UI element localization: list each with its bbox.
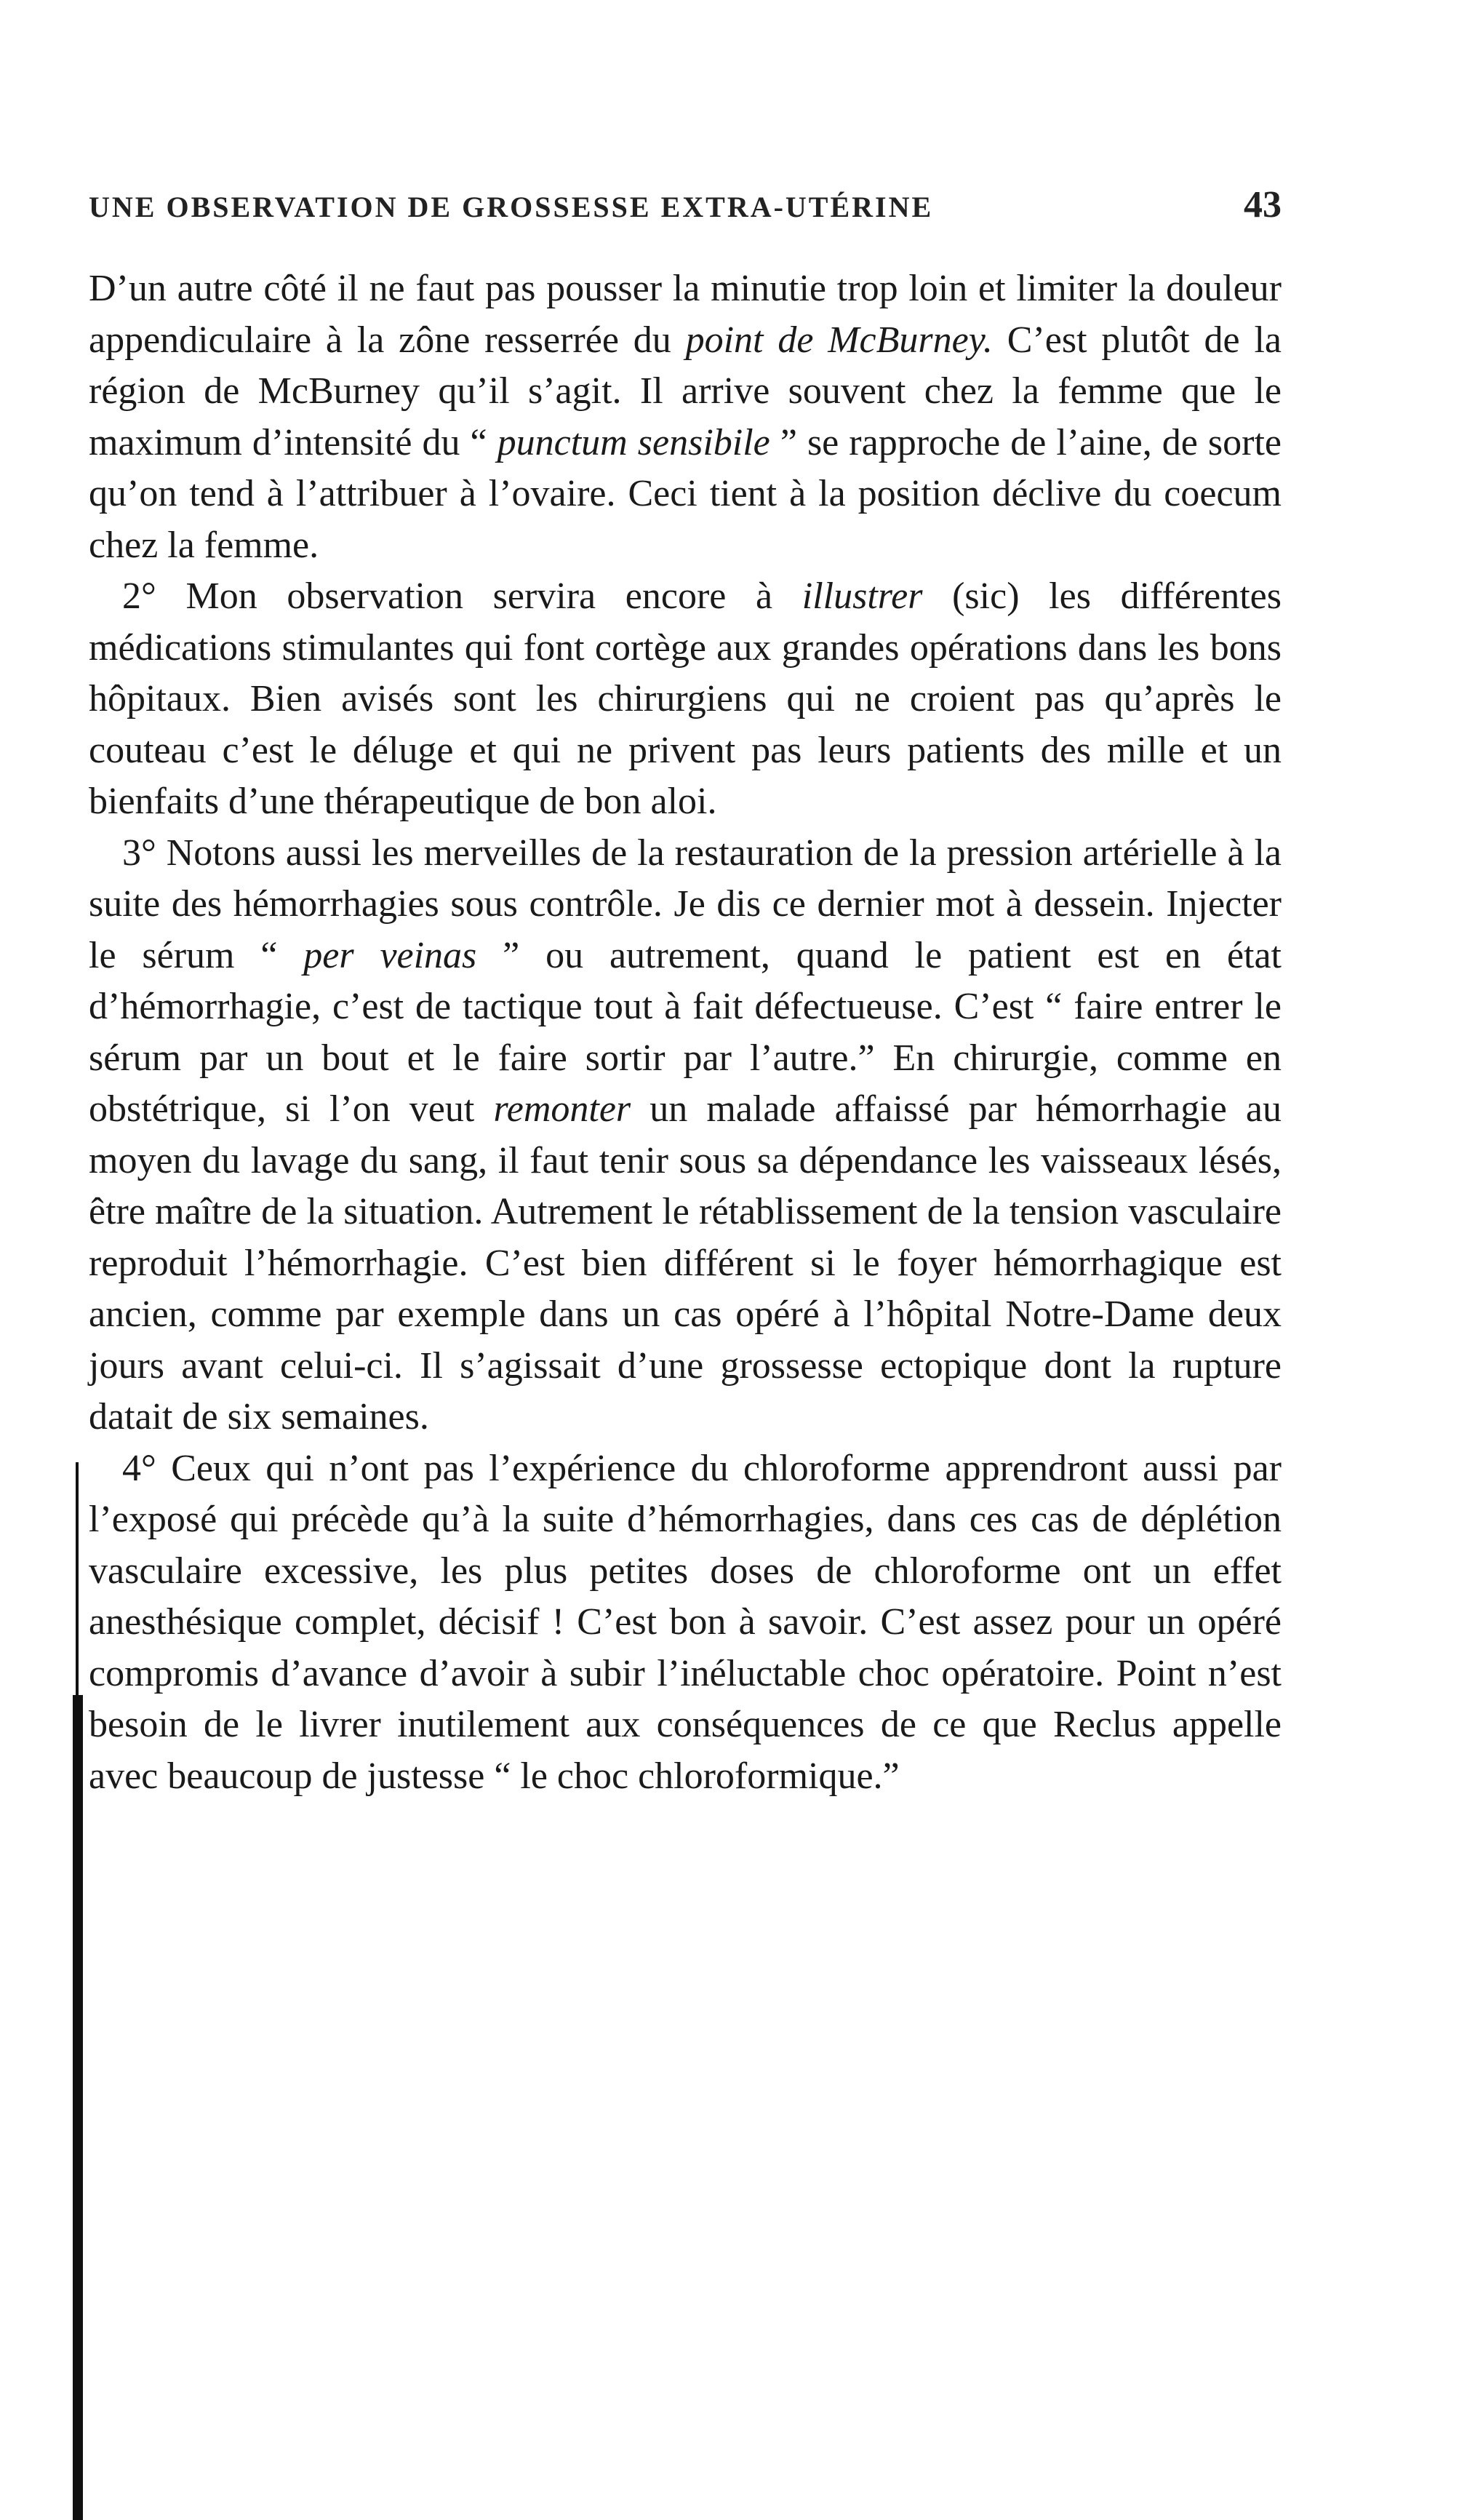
text-run: C’est plutôt de la région de McBurney qu’il s’agit. Il arrive souvent chez la femme que le maximum d’intensité du “: [89, 319, 1282, 463]
paragraph: [89, 1443, 1282, 1803]
paragraph: [89, 263, 1282, 571]
body-text: [89, 263, 1282, 1802]
italic-text: point de McBurney.: [685, 319, 993, 361]
binding-edge-shadow: [73, 1695, 83, 2520]
text-run: 2° Mon observation servira encore à: [122, 575, 802, 617]
text-run: un malade affaissé par hémorrhagie au moyen du lavage du sang, il faut tenir sous sa dépendance les vaisseaux lésés, être maître de la situation. Autrement le rétablissement de la tension vasculaire reproduit l’hémorrhagie. C’est bien différent si le foyer hémorrhagique est ancien, comme par exemple dans un cas opéré à l’hôpital Notre-Dame deux jours avant celui-ci. Il s’agissait d’une grossesse ectopique dont la rupture datait de six semaines.: [89, 1088, 1282, 1438]
binding-edge-shadow: [76, 1462, 79, 1695]
text-run: 3° Notons aussi les merveilles de la restauration de la pression artérielle à la suite des hémorrhagies sous contrôle. Je dis ce dernier mot à dessein. Injecter le sérum “: [89, 832, 1282, 976]
running-head: [89, 183, 1282, 226]
text-run: ” ou autrement, quand le patient est en état d’hémorrhagie, c’est de tactique tout à fait défectueuse. C’est “ faire entrer le sérum par un bout et le faire sortir par l’autre.” En chirurgie, comme en obstétrique, si l’on veut: [89, 934, 1282, 1130]
text-run: 4° Ceux qui n’ont pas l’expérience du chloroforme apprendront aussi par l’exposé qui précède qu’à la suite d’hémorrhagies, dans ces cas de déplétion vasculaire excessive, les plus petites doses de chloroforme ont un effet anesthésique complet, décisif ! C’est bon à savoir. C’est assez pour un opéré compromis d’avance d’avoir à subir l’inéluctable choc opératoire. Point n’est besoin de le livrer inutilement aux conséquences de ce que Reclus appelle avec beaucoup de justesse “ le choc chloroformique.”: [89, 1447, 1282, 1797]
text-run: D’un autre côté il ne faut pas pousser la minutie trop loin et limiter la douleur appendiculaire à la zône resserrée du: [89, 268, 1282, 361]
text-run: ” se rapproche de l’aine, de sorte qu’on tend à l’attribuer à l’ovaire. Ceci tient à la position déclive du coecum chez la femme.: [89, 421, 1282, 566]
italic-text: punctum sensibile: [497, 421, 770, 463]
italic-text: remonter: [493, 1088, 631, 1130]
paragraph: [89, 828, 1282, 1443]
running-title: UNE OBSERVATION DE GROSSESSE EXTRA-UTÉRINE: [89, 191, 934, 223]
italic-text: per veinas: [303, 934, 477, 976]
page-number: 43: [1244, 184, 1282, 226]
italic-text: illustrer: [802, 575, 923, 617]
text-run: (sic) les différentes médications stimulantes qui font cortège aux grandes opérations dans les bons hôpitaux. Bien avisés sont les chirurgiens qui ne croient pas qu’après le couteau c’est le déluge et qui ne privent pas leurs patients des mille et un bienfaits d’une thérapeutique de bon aloi.: [89, 575, 1282, 822]
paragraph: [89, 571, 1282, 828]
